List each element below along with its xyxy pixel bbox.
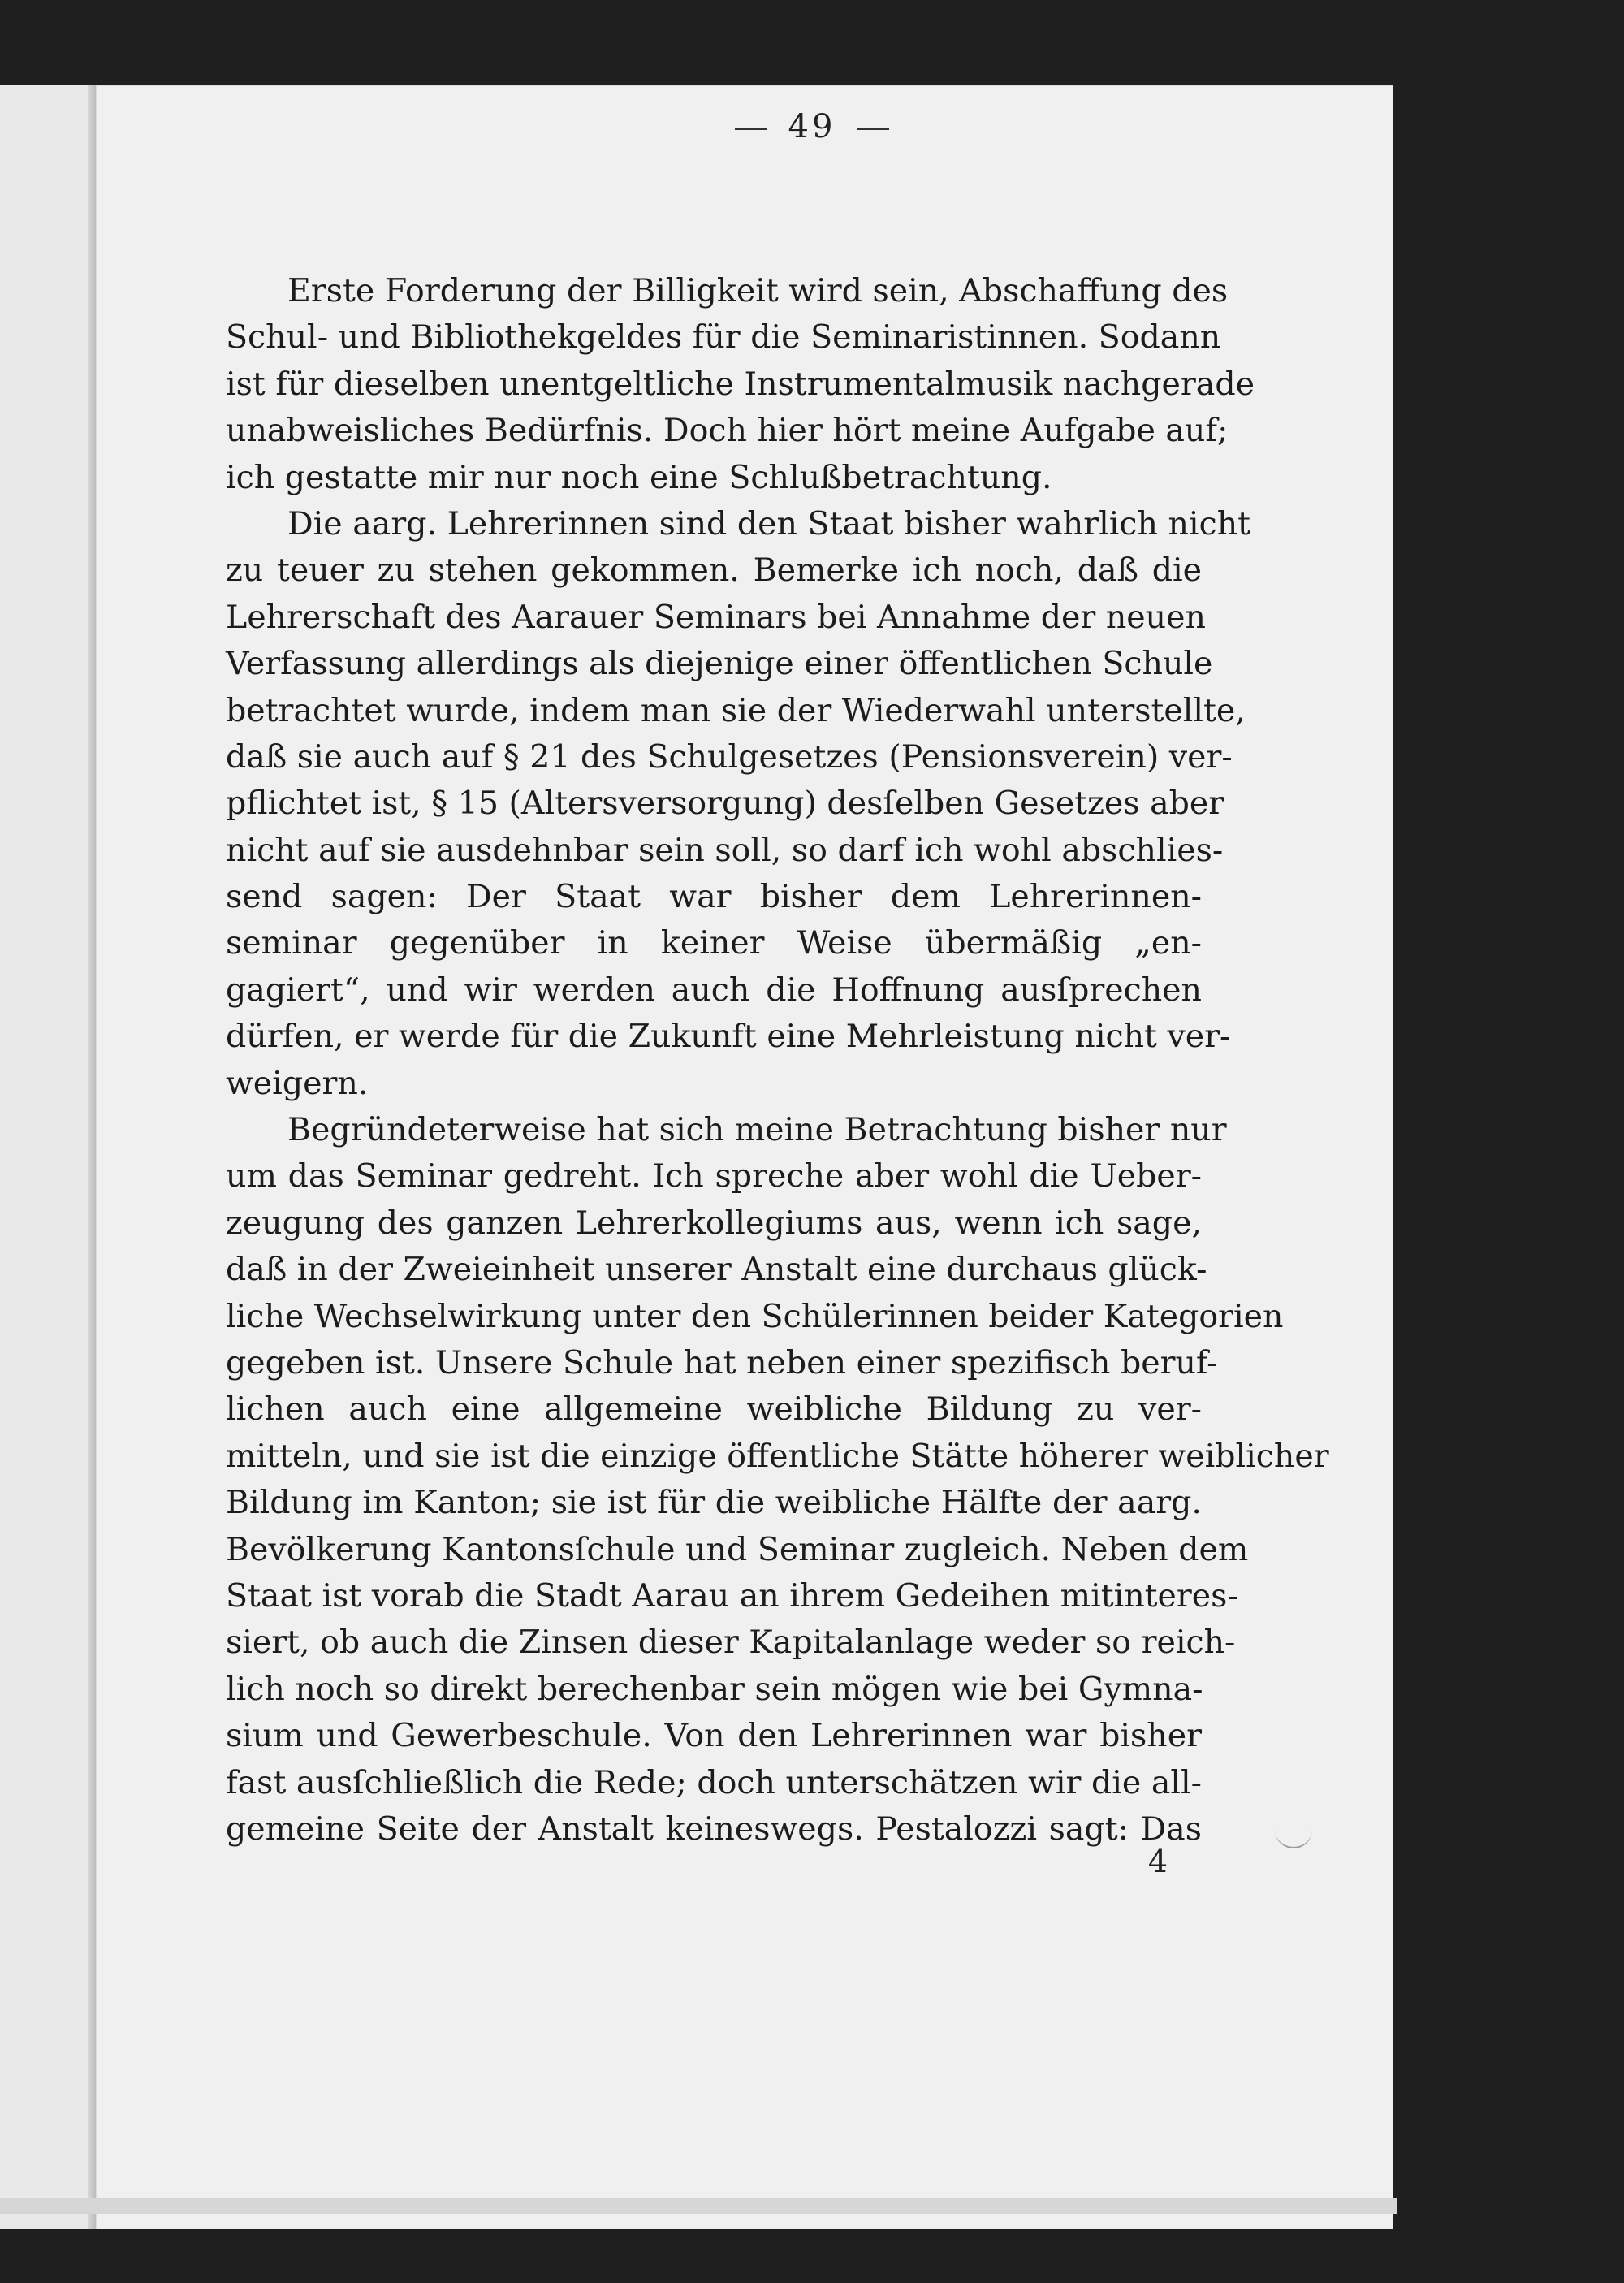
text-line: Die aarg. Lehrerinnen sind den Staat bisher wahrlich nicht — [287, 504, 1251, 543]
dash-right — [857, 128, 889, 130]
text-line: unabweisliches Bedürfnis. Doch hier hört meine Aufgabe auf; — [226, 412, 1229, 450]
text-line: seminar gegenüber in keiner Weise übermäßig „en- — [226, 924, 1202, 962]
text-line: Begründeterweise hat sich meine Betrachtung bisher nur — [287, 1111, 1227, 1149]
dash-left — [735, 128, 767, 130]
text-line: weigern. — [226, 1064, 369, 1102]
text-line: Lehrerschaft des Aarauer Seminars bei Annahme der neuen — [226, 598, 1206, 636]
text-line: ist für dieselben unentgeltliche Instrumentalmusik nachgerade — [226, 365, 1255, 403]
text-line: dürfen, er werde für die Zukunft eine Mehrleistung nicht ver- — [226, 1018, 1231, 1056]
page-number-value: 49 — [788, 108, 836, 145]
page-bottom-edge — [0, 2198, 1397, 2214]
text-line: Staat ist vorab die Stadt Aarau an ihrem Gedeihen mitinteres- — [226, 1576, 1238, 1615]
text-line: betrachtet wurde, indem man sie der Wiederwahl unterstellte, — [226, 691, 1246, 729]
text-line: daß in der Zweieinheit unserer Anstalt eine durchaus glück- — [226, 1251, 1207, 1289]
text-line: siert, ob auch die Zinsen dieser Kapitalanlage weder so reich- — [226, 1624, 1236, 1662]
text-line: lich noch so direkt berechenbar sein mögen wie bei Gymna- — [226, 1670, 1203, 1708]
text-line: zu teuer zu stehen gekommen. Bemerke ich noch, daß die — [226, 551, 1202, 590]
text-line: Schul- und Bibliothekgeldes für die Seminaristinnen. Sodann — [226, 318, 1221, 357]
text-line: sium und Gewerbeschule. Von den Lehrerinnen war bisher — [226, 1717, 1202, 1755]
page-gutter-shadow — [88, 85, 96, 2229]
text-line: Bildung im Kanton; sie ist für die weibliche Hälfte der aarg. — [226, 1484, 1202, 1522]
text-line: mitteln, und sie ist die einzige öffentliche Stätte höherer weiblicher — [226, 1437, 1329, 1475]
text-line: Erste Forderung der Billigkeit wird sein, Abschaffung des — [287, 272, 1229, 309]
text-line: gagiert“, und wir werden auch die Hoffnung ausſprechen — [226, 971, 1202, 1009]
left-page-edge — [0, 85, 96, 2229]
text-line: fast ausſchließlich die Rede; doch unterschätzen wir die all- — [226, 1763, 1202, 1801]
body-text — [226, 268, 1329, 1853]
text-line: lichen auch eine allgemeine weibliche Bildung zu ver- — [226, 1390, 1202, 1429]
text-line: pflichtet ist, § 15 (Altersversorgung) desſelben Gesetzes aber — [226, 785, 1224, 823]
text-line: zeugung des ganzen Lehrerkollegiums aus, wenn ich sage, — [226, 1204, 1202, 1242]
text-line: Bevölkerung Kantonsſchule und Seminar zugleich. Neben dem — [226, 1530, 1249, 1568]
signature-mark: 4 — [1147, 1844, 1168, 1879]
text-line: send sagen: Der Staat war bisher dem Lehrerinnen- — [226, 878, 1202, 916]
text-line: nicht auf sie ausdehnbar sein soll, so darf ich wohl abschlies- — [226, 831, 1224, 869]
text-line: daß sie auch auf § 21 des Schulgesetzes (Pensionsverein) ver- — [226, 737, 1233, 776]
text-line: gegeben ist. Unsere Schule hat neben einer spezifisch beruf- — [226, 1343, 1218, 1381]
text-line: Verfassung allerdings als diejenige einer öffentlichen Schule — [226, 645, 1213, 683]
text-line: liche Wechselwirkung unter den Schülerinnen beider Kategorien — [226, 1297, 1284, 1335]
text-line: um das Seminar gedreht. Ich spreche aber wohl die Ueber- — [226, 1157, 1202, 1196]
text-line: ich gestatte mir nur noch eine Schlußbetrachtung. — [226, 458, 1052, 496]
page-number — [0, 108, 1624, 145]
text-line: gemeine Seite der Anstalt keineswegs. Pestalozzi sagt: Das — [226, 1810, 1202, 1848]
